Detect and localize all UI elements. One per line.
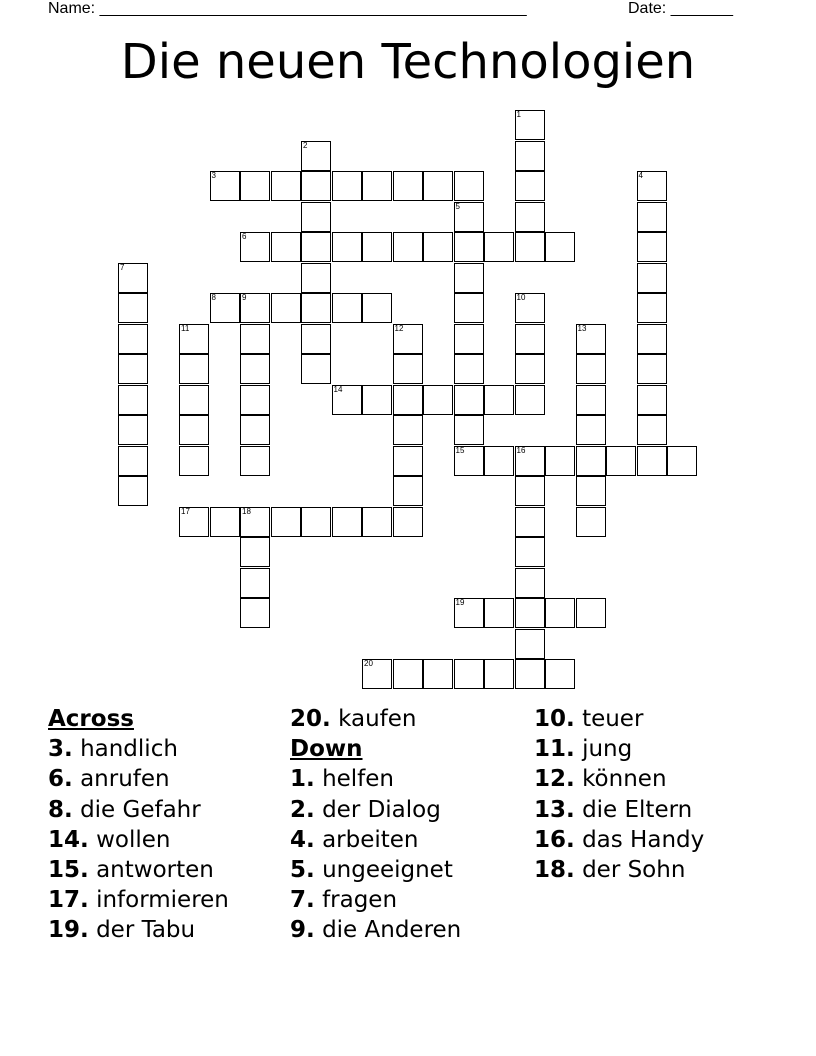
grid-cell[interactable] [393,507,423,537]
cell-number: 19 [455,598,465,607]
grid-cell[interactable] [454,659,484,689]
grid-cell[interactable] [393,171,423,201]
grid-cell[interactable] [362,507,392,537]
grid-cell[interactable] [118,354,148,384]
grid-cell[interactable] [515,659,545,689]
clue-text: das Handy [582,826,705,853]
clue-text: kaufen [338,706,417,732]
clue-down-12 [534,764,704,794]
clue-column-2 [290,704,461,946]
cell-number: 17 [181,506,190,516]
grid-cell[interactable] [545,446,575,476]
clue-number: 16. [534,826,575,853]
grid-cell[interactable] [301,354,331,384]
clue-down-5 [290,855,461,885]
grid-cell[interactable] [179,385,209,415]
cell-number: 14 [333,384,343,394]
grid-cell[interactable] [240,446,270,476]
grid-cell[interactable] [515,232,545,262]
clue-across-20 [290,704,461,734]
grid-cell[interactable] [515,598,545,628]
cell-number: 1 [516,110,521,119]
grid-cell[interactable] [515,385,545,415]
cell-number: 3 [211,171,216,180]
clue-down-10 [534,704,704,734]
cell-number: 11 [181,323,190,333]
grid-cell[interactable] [362,232,392,262]
clue-across-6 [48,764,229,794]
cell-number: 20 [364,659,373,668]
cell-number: 7 [120,262,125,272]
grid-cell[interactable] [576,324,606,354]
grid-cell[interactable] [576,415,606,445]
clue-number: 13. [534,796,575,823]
grid-cell[interactable] [118,263,148,293]
grid-cell[interactable] [179,354,209,384]
cell-number: 5 [455,201,460,211]
grid-cell[interactable] [393,415,423,445]
grid-cell[interactable] [118,293,148,323]
clue-down-4 [290,825,461,855]
grid-cell[interactable] [301,293,331,323]
grid-cell[interactable] [637,202,667,232]
grid-cell[interactable] [454,324,484,354]
grid-cell[interactable] [515,568,545,598]
grid-cell[interactable] [545,598,575,628]
grid-cell[interactable] [637,415,667,445]
grid-cell[interactable] [332,385,362,415]
grid-cell[interactable] [545,659,575,689]
grid-cell[interactable] [179,415,209,445]
grid-cell[interactable] [515,629,545,659]
clue-text: die Gefahr [80,796,201,823]
grid-cell[interactable] [637,324,667,354]
grid-cell[interactable] [240,293,270,323]
grid-cell[interactable] [362,659,392,689]
grid-cell[interactable] [606,446,636,476]
grid-cell[interactable] [515,446,545,476]
grid-cell[interactable] [454,415,484,445]
grid-cell[interactable] [210,293,240,323]
clue-number: 15. [48,857,89,884]
grid-cell[interactable] [576,385,606,415]
grid-cell[interactable] [423,232,453,262]
cell-number: 2 [303,140,308,150]
clue-number: 6. [48,766,73,793]
clue-down-11 [534,734,704,764]
grid-cell[interactable] [301,202,331,232]
grid-cell[interactable] [240,354,270,384]
clue-text: der Sohn [582,857,686,884]
clue-number: 18. [534,857,575,884]
grid-cell[interactable] [637,293,667,323]
grid-cell[interactable] [240,385,270,415]
cell-number: 13 [577,323,587,333]
grid-cell[interactable] [515,171,545,201]
grid-cell[interactable] [301,171,331,201]
grid-cell[interactable] [484,446,514,476]
grid-cell[interactable] [393,232,423,262]
grid-cell[interactable] [637,171,667,201]
grid-cell[interactable] [301,507,331,537]
clue-column-3 [534,704,704,885]
clue-number: 11. [534,736,575,763]
clue-number: 8. [48,796,73,823]
grid-cell[interactable] [423,659,453,689]
grid-cell[interactable] [179,507,209,537]
clue-text: ungeeignet [322,857,453,884]
grid-cell[interactable] [393,446,423,476]
cell-number: 9 [242,293,247,302]
clue-number: 5. [290,857,315,884]
grid-cell[interactable] [484,598,514,628]
cell-number: 16 [516,445,526,455]
cell-number: 12 [394,323,404,333]
clue-number: 19. [48,917,89,944]
clue-column-1 [48,704,229,946]
name-field-label[interactable]: Name: ________________________________________________ [48,0,527,17]
clue-number: 14. [48,826,89,853]
grid-cell[interactable] [515,202,545,232]
grid-cell[interactable] [393,476,423,506]
grid-cell[interactable] [240,568,270,598]
cell-number: 8 [211,293,216,302]
grid-cell[interactable] [240,598,270,628]
grid-cell[interactable] [454,293,484,323]
clue-down-9 [290,915,461,945]
grid-cell[interactable] [515,354,545,384]
clue-text: jung [582,736,633,763]
grid-cell[interactable] [515,110,545,140]
cell-number: 10 [516,293,526,302]
clue-number: 17. [48,887,89,914]
grid-cell[interactable] [118,385,148,415]
cell-number: 15 [455,445,465,455]
cell-number: 4 [638,171,643,180]
clue-number: 7. [290,887,315,914]
grid-cell[interactable] [240,324,270,354]
grid-cell[interactable] [515,537,545,567]
clue-text: fragen [322,887,398,914]
grid-cell[interactable] [393,324,423,354]
grid-cell[interactable] [240,415,270,445]
grid-cell[interactable] [667,446,697,476]
clue-number: 10. [534,706,575,732]
clue-text: der Tabu [96,917,196,944]
grid-cell[interactable] [271,293,301,323]
grid-cell[interactable] [118,476,148,506]
clue-across-17 [48,885,229,915]
grid-cell[interactable] [179,446,209,476]
grid-cell[interactable] [576,476,606,506]
clue-number: 3. [48,736,73,763]
grid-cell[interactable] [454,385,484,415]
grid-cell[interactable] [301,141,331,171]
grid-cell[interactable] [362,171,392,201]
grid-cell[interactable] [240,232,270,262]
clue-across-3 [48,734,229,764]
grid-cell[interactable] [637,263,667,293]
grid-cell[interactable] [118,415,148,445]
clue-down-2 [290,795,461,825]
grid-cell[interactable] [332,232,362,262]
clue-text: können [582,766,667,793]
grid-cell[interactable] [301,324,331,354]
across-heading: Across [48,706,134,732]
clue-across-15 [48,855,229,885]
down-heading: Down [290,736,363,763]
cell-number: 6 [242,232,247,241]
grid-cell[interactable] [362,293,392,323]
clue-down-16 [534,825,704,855]
clue-number: 1. [290,766,315,793]
grid-cell[interactable] [454,202,484,232]
grid-cell[interactable] [118,324,148,354]
grid-cell[interactable] [454,232,484,262]
clue-text: der Dialog [322,796,441,823]
grid-cell[interactable] [576,507,606,537]
grid-cell[interactable] [454,598,484,628]
grid-cell[interactable] [515,293,545,323]
grid-cell[interactable] [301,263,331,293]
grid-cell[interactable] [454,263,484,293]
grid-cell[interactable] [301,232,331,262]
clue-text: teuer [582,706,644,732]
grid-cell[interactable] [515,324,545,354]
grid-cell[interactable] [240,507,270,537]
grid-cell[interactable] [423,171,453,201]
grid-cell[interactable] [637,385,667,415]
grid-cell[interactable] [271,171,301,201]
clue-down-7 [290,885,461,915]
grid-cell[interactable] [393,659,423,689]
grid-cell[interactable] [576,598,606,628]
grid-cell[interactable] [332,293,362,323]
grid-cell[interactable] [362,385,392,415]
clue-down-1 [290,764,461,794]
clue-text: anrufen [80,766,170,793]
clue-text: helfen [322,766,395,793]
grid-cell[interactable] [393,385,423,415]
grid-cell[interactable] [515,141,545,171]
grid-cell[interactable] [484,385,514,415]
grid-cell[interactable] [637,354,667,384]
date-field-label[interactable]: Date: _______ [628,0,733,17]
clue-text: die Eltern [582,796,693,823]
clue-number: 20. [290,706,331,732]
clue-down-18 [534,855,704,885]
grid-cell[interactable] [545,232,575,262]
grid-cell[interactable] [332,507,362,537]
grid-cell[interactable] [423,385,453,415]
grid-cell[interactable] [393,354,423,384]
clue-text: informieren [96,887,229,914]
clue-text: arbeiten [322,826,419,853]
grid-cell[interactable] [210,171,240,201]
grid-cell[interactable] [576,446,606,476]
grid-cell[interactable] [118,446,148,476]
grid-cell[interactable] [240,537,270,567]
clue-across-19 [48,915,229,945]
clue-down-13 [534,795,704,825]
grid-cell[interactable] [454,354,484,384]
grid-cell[interactable] [515,507,545,537]
clue-number: 9. [290,917,315,944]
grid-cell[interactable] [576,354,606,384]
grid-cell[interactable] [271,232,301,262]
grid-cell[interactable] [240,171,270,201]
clue-text: handlich [80,736,178,763]
grid-cell[interactable] [484,232,514,262]
grid-cell[interactable] [637,446,667,476]
grid-cell[interactable] [210,507,240,537]
clue-text: die Anderen [322,917,462,944]
grid-cell[interactable] [484,659,514,689]
grid-cell[interactable] [515,476,545,506]
grid-cell[interactable] [454,171,484,201]
clue-across-8 [48,795,229,825]
grid-cell[interactable] [179,324,209,354]
grid-cell[interactable] [454,446,484,476]
grid-cell[interactable] [637,232,667,262]
clue-text: antworten [96,857,214,884]
grid-cell[interactable] [271,507,301,537]
cell-number: 18 [242,506,251,516]
clue-across-14 [48,825,229,855]
puzzle-title: Die neuen Technologien [120,34,696,90]
grid-cell[interactable] [332,171,362,201]
clue-number: 2. [290,796,315,823]
clue-number: 12. [534,766,575,793]
clue-text: wollen [96,826,171,853]
clue-number: 4. [290,826,315,853]
